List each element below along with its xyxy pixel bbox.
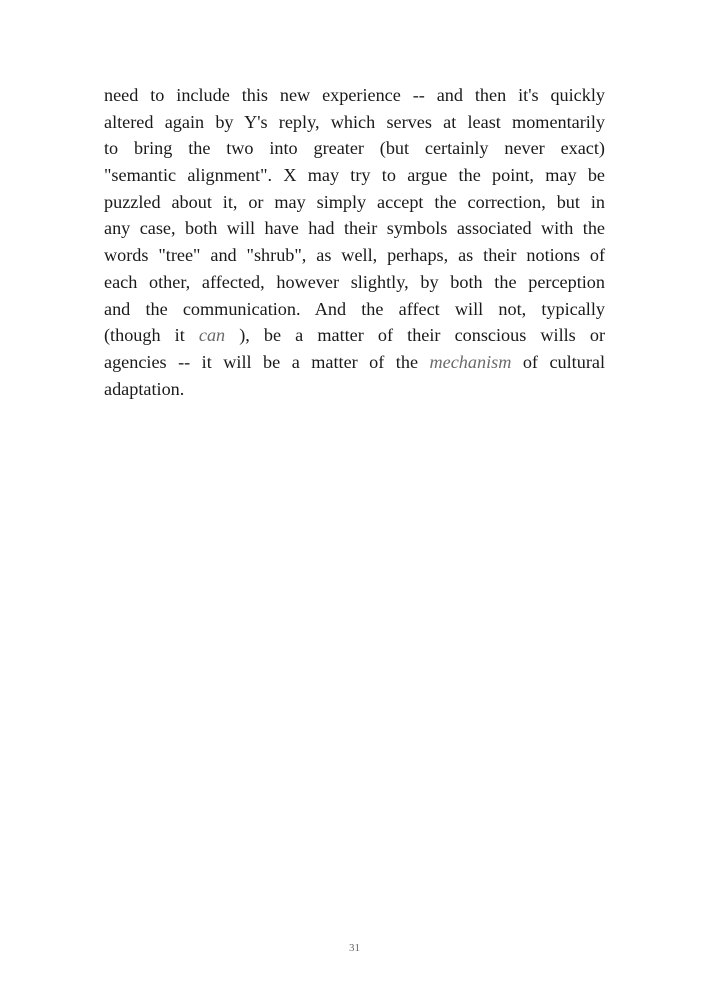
text-line	[104, 376, 605, 403]
text-run: words "tree" and "shrub", as well, perhaps, as their notions of	[104, 245, 605, 266]
text-run: adaptation.	[104, 378, 185, 399]
text-line	[104, 269, 605, 296]
emphasis-text: can	[198, 325, 226, 346]
text-run: puzzled about it, or may simply accept the correction, but in	[104, 191, 605, 212]
text-run: altered again by Y's reply, which serves at least momentarily	[104, 111, 605, 132]
text-run: any case, both will have had their symbols associated with the	[104, 218, 605, 239]
text-line	[104, 109, 605, 136]
emphasis-text: mechanism	[429, 351, 512, 372]
text-run: of cultural	[511, 351, 606, 372]
text-run: "semantic alignment". X may try to argue the point, may be	[104, 165, 605, 186]
text-run: ), be a matter of their conscious wills or	[225, 325, 605, 346]
text-line	[104, 296, 605, 323]
text-run: agencies -- it will be a matter of the	[104, 351, 430, 372]
page-number: 31	[349, 942, 360, 954]
text-line	[104, 349, 605, 376]
text-line	[104, 162, 605, 189]
text-line	[104, 322, 605, 349]
text-run: need to include this new experience -- and then it's quickly	[104, 85, 605, 105]
text-line	[104, 135, 605, 162]
text-run: and the communication. And the affect will not, typically	[104, 298, 605, 319]
text-run: (though it	[104, 325, 199, 346]
text-line	[104, 215, 605, 242]
text-line	[104, 242, 605, 269]
text-line	[104, 189, 605, 216]
text-run: to bring the two into greater (but certainly never exact)	[104, 138, 605, 159]
body-paragraph	[104, 82, 605, 402]
text-run: each other, affected, however slightly, by both the perception	[104, 271, 605, 292]
text-line	[104, 82, 605, 109]
